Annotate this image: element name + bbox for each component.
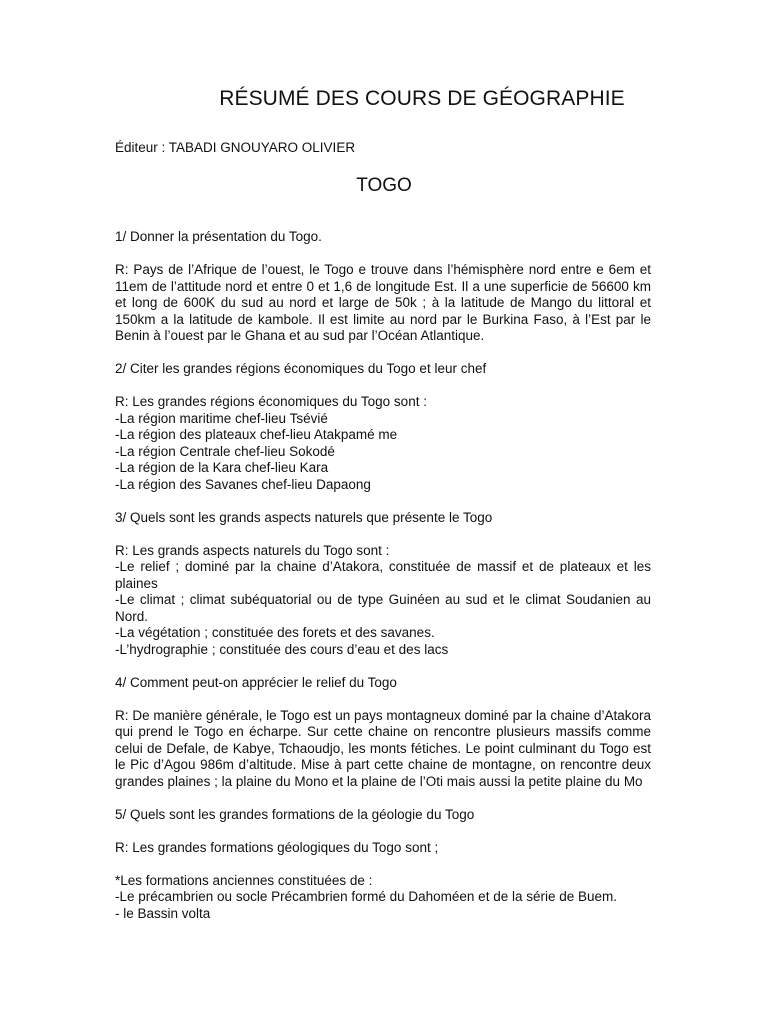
list-item: - le Bassin volta xyxy=(115,905,211,921)
answer-3 xyxy=(115,543,651,659)
list-item: -La région Centrale chef-lieu Sokodé xyxy=(115,443,335,459)
answer-5 xyxy=(115,873,651,923)
answer-intro: R: Les grandes formations géologiques du Togo sont ; xyxy=(115,839,439,855)
list-item: -La région des plateaux chef-lieu Atakpamé me xyxy=(115,427,398,442)
answer-intro: R: Les grandes régions économiques du Togo sont : xyxy=(115,394,427,409)
list-item: -La végétation ; constituée des forets et des savanes. xyxy=(115,625,435,640)
question-1: 1/ Donner la présentation du Togo. xyxy=(115,229,322,244)
question-2: 2/ Citer les grandes régions économiques du Togo et leur chef xyxy=(115,361,487,376)
list-item: -Le relief ; dominé par la chaine d’Atakora, constituée de massif et de plateaux et les plaines xyxy=(115,559,651,591)
editor-line: Éditeur : TABADI GNOUYARO OLIVIER xyxy=(115,140,356,155)
list-item: -Le climat ; climat subéquatorial ou de type Guinéen au sud et le climat Soudanien au Nord. xyxy=(115,592,651,624)
list-item: -La région des Savanes chef-lieu Dapaong xyxy=(115,476,371,492)
answer-intro: R: Les grands aspects naturels du Togo sont : xyxy=(115,542,390,558)
document-title: RÉSUMÉ DES COURS DE GÉOGRAPHIE xyxy=(219,87,625,110)
country-heading: TOGO xyxy=(356,175,412,196)
answer-4: R: De manière générale, le Togo est un pays montagneux dominé par la chaine d’Atakora qui prend le Togo en écharpe. Sur cette chaine on rencontre plusieurs massifs comme celui de Defale, de Kabye, Tchaoudjo, les monts fétiches. Le point culminant du Togo est le Pic d’Agou 986m d’altitude. Mise à part cette chaine de montagne, on rencontre deux grandes plaines ; la plaine du Mono et la plaine de l’Oti mais aussi la petite plaine du Mo xyxy=(115,707,651,789)
list-item: -La région de la Kara chef-lieu Kara xyxy=(115,460,329,475)
list-item: -L’hydrographie ; constituée des cours d’eau et des lacs xyxy=(115,641,449,657)
question-3: 3/ Quels sont les grands aspects naturels que présente le Togo xyxy=(115,509,493,525)
answer-2 xyxy=(115,394,651,493)
document-body xyxy=(115,229,651,922)
answer-1: R: Pays de l’Afrique de l’ouest, le Togo e trouve dans l’hémisphère nord entre e 6em et 11em de l’attitude nord et entre 0 et 1,6 de longitude Est. Il a une superficie de 56600 km et long de 600K du sud au nord et large de 50k ; à la latitude de Mango du littoral et 150km a la latitude de kambole. Il est limite au nord par le Burkina Faso, à l’Est par le Benin à l’ouest par le Ghana et au sud par l’Océan Atlantique. xyxy=(115,262,651,343)
question-5: 5/ Quels sont les grandes formations de la géologie du Togo xyxy=(115,806,475,822)
subheading: *Les formations anciennes constituées de : xyxy=(115,872,373,888)
question-4: 4/ Comment peut-on apprécier le relief du Togo xyxy=(115,674,397,690)
list-item: -Le précambrien ou socle Précambrien formé du Dahoméen et de la série de Buem. xyxy=(115,889,618,904)
list-item: -La région maritime chef-lieu Tsévié xyxy=(115,410,328,426)
